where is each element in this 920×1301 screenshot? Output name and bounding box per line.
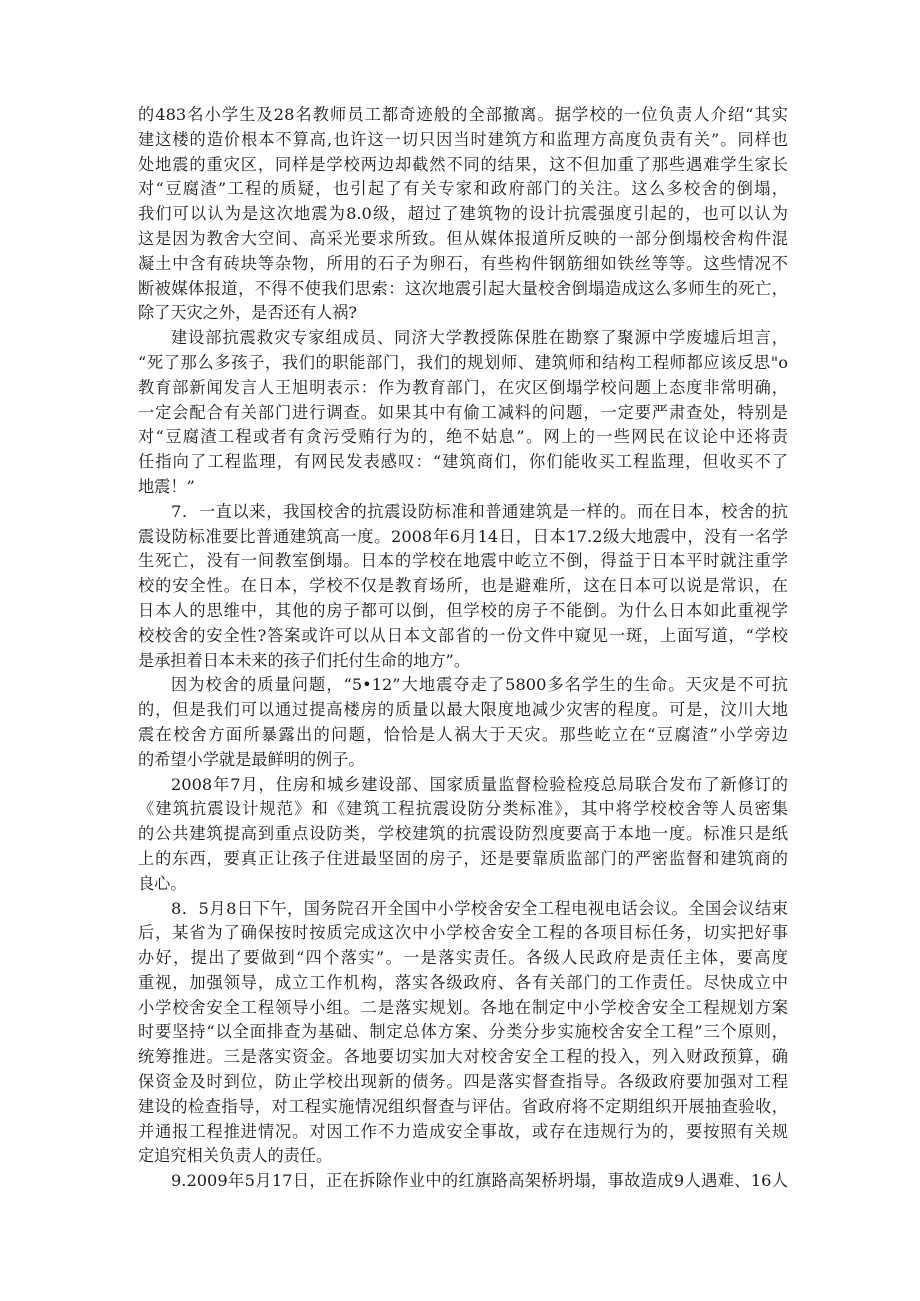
text-line: 震设防标准要比普通建筑高一度。2008年6月14日，日本17.2级大地震中，没有一名学 <box>138 526 788 546</box>
paragraph-first-line: 2008年7月，住房和城乡建设部、国家质量监督检验检疫总局联合发布了新修订的 <box>171 774 788 794</box>
text-line: 时要坚持“以全面排查为基础、制定总体方案、分类分步实施校舍安全工程”三个原则， <box>138 1022 788 1042</box>
text-line: 保资金及时到位，防止学校出现新的债务。四是落实督查指导。各级政府要加强对工程 <box>138 1072 788 1092</box>
text-line: 上的东西，要真正让孩子住进最坚固的房子，还是要靠质监部门的严密监督和建筑商的 <box>138 848 788 868</box>
paragraph-first-line: 9.2009年5月17日，正在拆除作业中的红旗路高架桥坍塌，事故造成9人遇难、16人 <box>171 1171 788 1191</box>
text-line: 断被媒体报道，不得不使我们思索：这次地震引起大量校舍倒塌造成这么多师生的死亡， <box>138 278 788 298</box>
text-line: 对“豆腐渣工程或者有贪污受贿行为的，绝不姑息”。网上的一些网民在议论中还将责 <box>138 427 788 447</box>
text-line: 任指向了工程监理，有网民发表感叹：“建筑商们，你们能收买工程监理，但收买不了 <box>138 452 788 472</box>
text-line: 的，但是我们可以通过提高楼房的质量以最大限度地减少灾害的程度。可是，汶川大地 <box>138 700 788 720</box>
text-line: 办好，提出了要做到“四个落实”。一是落实责任。各级人民政府是责任主体，要高度 <box>138 948 788 968</box>
text-line: 对“豆腐渣”工程的质疑，也引起了有关专家和政府部门的关注。这么多校舍的倒塌， <box>138 179 788 199</box>
paragraph-first-line: 建设部抗震救灾专家组成员、同济大学教授陈保胜在勘察了聚源中学废墟后坦言， <box>171 328 788 348</box>
paragraph-first-line: 因为校舍的质量问题，“5•12”大地震夺走了5800多名学生的生命。天灾是不可抗 <box>171 675 788 695</box>
text-line: 统筹推进。三是落实资金。各地要切实加大对校舍安全工程的投入，列入财政预算，确 <box>138 1047 788 1067</box>
text-line: 凝土中含有砖块等杂物，所用的石子为卵石，有些构件钢筋细如铁丝等等。这些情况不 <box>138 253 788 273</box>
text-line: 校校舍的安全性?答案或许可以从日本文部省的一份文件中窥见一斑，上面写道，“学校 <box>138 625 788 645</box>
text-line: 日本人的思维中，其他的房子都可以倒，但学校的房子不能倒。为什么日本如此重视学 <box>138 600 788 620</box>
text-line: 除了天灾之外，是否还有人祸? <box>138 303 358 323</box>
text-line: 震在校舍方面所暴露出的问题，恰恰是人祸大于天灾。那些屹立在“豆腐渣”小学旁边 <box>138 724 788 744</box>
paragraph-first-line: 7．一直以来，我国校舍的抗震设防标准和普通建筑是一样的。而在日本，校舍的抗 <box>171 501 788 521</box>
text-line: 地震！” <box>138 476 195 496</box>
text-line: 定追究相关负责人的责任。 <box>138 1146 333 1166</box>
text-line: 建这楼的造价根本不算高,也许这一切只因当时建筑方和监理方高度负责有关”。同样也 <box>138 129 788 149</box>
text-line: 处地震的重灾区，同样是学校两边却截然不同的结果，这不但加重了那些遇难学生家长 <box>138 154 788 174</box>
text-line: 我们可以认为是这次地震为8.0级，超过了建筑物的设计抗震强度引起的，也可以认为 <box>138 204 788 224</box>
text-line: 良心。 <box>138 873 187 893</box>
paragraph-first-line: 8．5月8日下午，国务院召开全国中小学校舍安全工程电视电话会议。全国会议结束 <box>171 898 788 918</box>
text-line: 并通报工程推进情况。对因工作不力造成安全事故，或存在违规行为的，要按照有关规 <box>138 1121 788 1141</box>
text-line: 教育部新闻发言人王旭明表示：作为教育部门，在灾区倒塌学校问题上态度非常明确， <box>138 377 788 397</box>
text-line: 重视，加强领导，成立工作机构，落实各级政府、各有关部门的工作责任。尽快成立中 <box>138 972 788 992</box>
text-line: 的希望小学就是最鲜明的例子。 <box>138 749 365 769</box>
text-line: 一定会配合有关部门进行调查。如果其中有偷工减料的问题，一定要严肃查处，特别是 <box>138 402 788 422</box>
text-line: 生死亡，没有一间教室倒塌。日本的学校在地震中屹立不倒，得益于日本平时就注重学 <box>138 551 788 571</box>
text-line: 校的安全性。在日本，学校不仅是教育场所，也是避难所，这在日本可以说是常识，在 <box>138 576 788 596</box>
text-line: 这是因为教舍大空间、高采光要求所致。但从媒体报道所反映的一部分倒塌校舍构件混 <box>138 228 788 248</box>
text-line: 的公共建筑提高到重点设防类，学校建筑的抗震设防烈度要高于本地一度。标准只是纸 <box>138 824 788 844</box>
text-line: 后，某省为了确保按时按质完成这次中小学校舍安全工程的各项目标任务，切实把好事 <box>138 923 788 943</box>
text-line: 的483名小学生及28名教师员工都奇迹般的全部撤离。据学校的一位负责人介绍“其实 <box>138 105 788 124</box>
text-line: 建设的检查指导，对工程实施情况组织督查与评估。省政府将不定期组织开展抽查验收， <box>138 1096 788 1116</box>
text-line: 是承担着日本未来的孩子们托付生命的地方”。 <box>138 650 471 670</box>
text-line: 小学校舍安全工程领导小组。二是落实规划。各地在制定中小学校舍安全工程规划方案 <box>138 997 788 1017</box>
text-line: 《建筑抗震设计规范》和《建筑工程抗震设防分类标准》，其中将学校校舍等人员密集 <box>138 799 788 819</box>
document-body <box>138 103 788 1194</box>
text-line: “死了那么多孩子，我们的职能部门，我们的规划师、建筑师和结构工程师都应该反思"o <box>138 352 788 372</box>
